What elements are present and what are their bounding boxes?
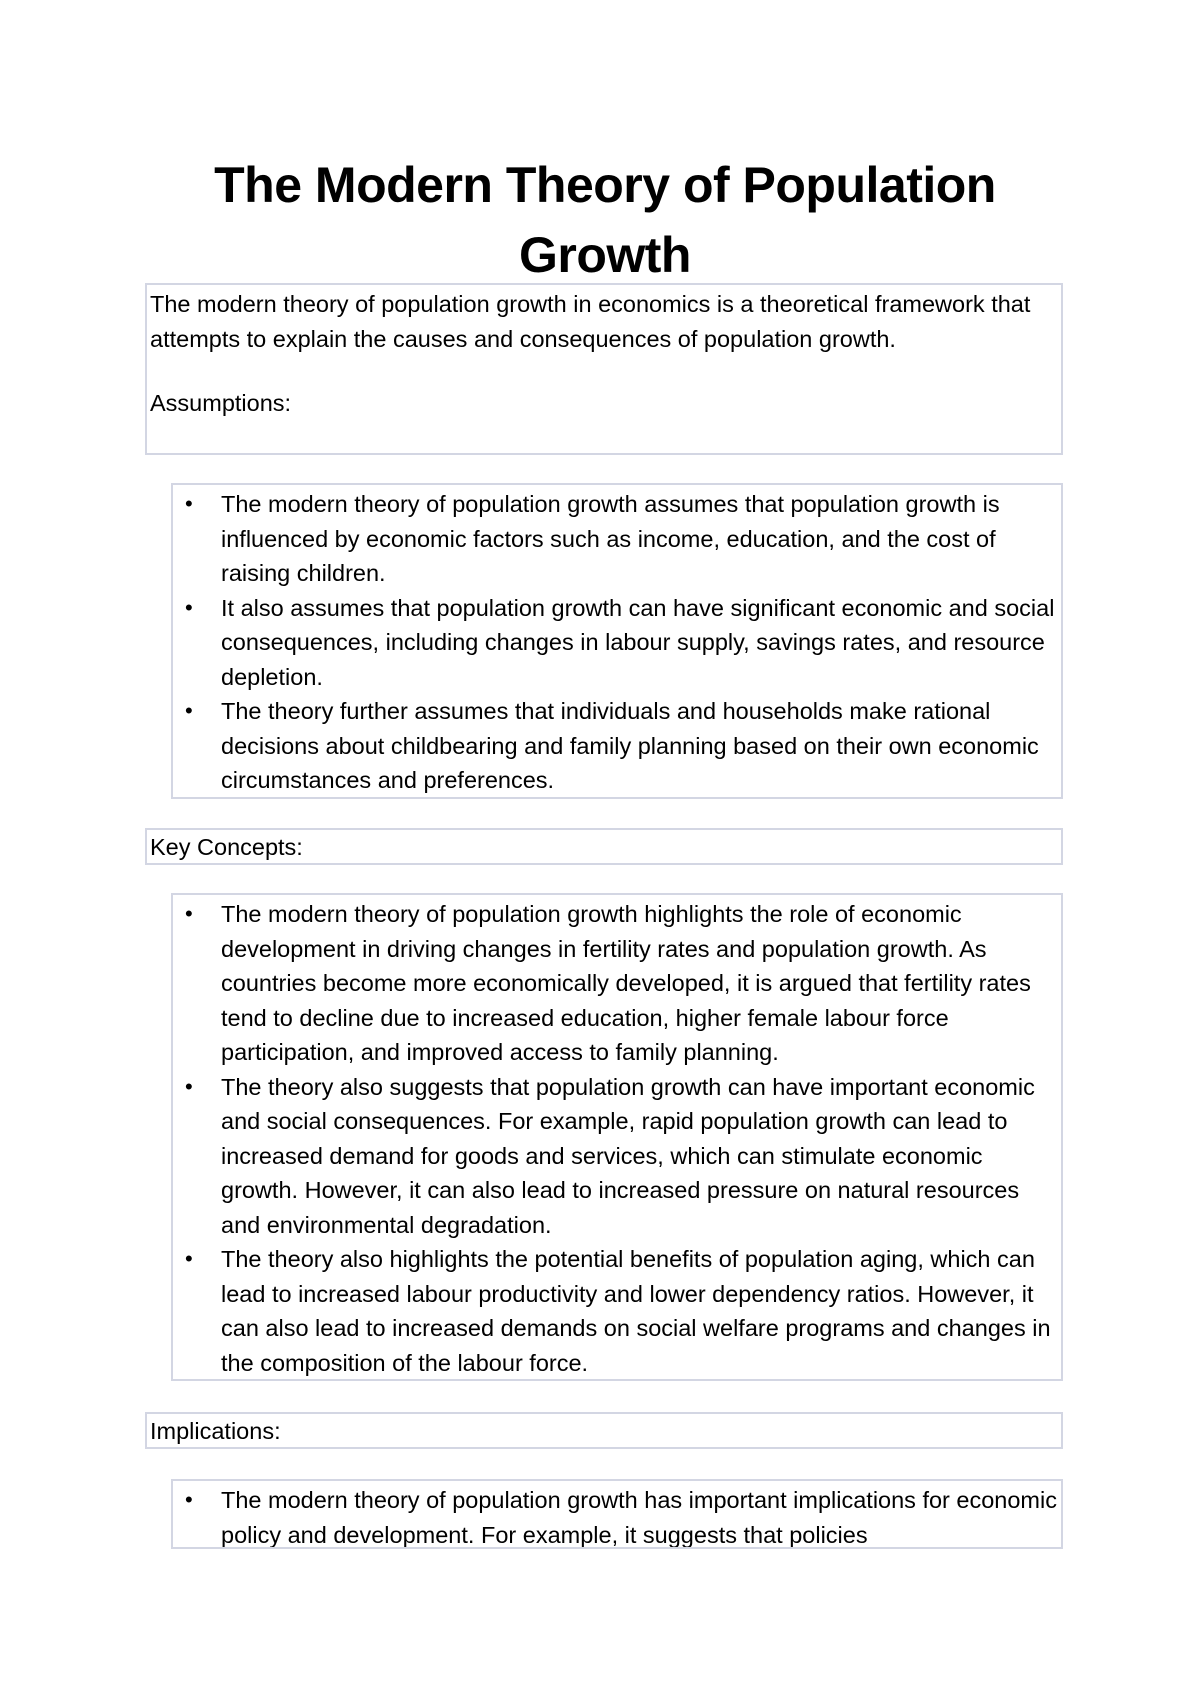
list-item-text: It also assumes that population growth can have significant economic and social consequences, including changes in labour supply, savings rates, and resource depletion. <box>221 594 1055 690</box>
list-item-text: The theory further assumes that individuals and households make rational decisions about childbearing and family planning based on their own economic circumstances and preferences. <box>221 698 1039 793</box>
assumptions-list <box>173 487 1057 798</box>
bullet-icon: • <box>185 698 193 723</box>
bullet-icon: • <box>185 594 193 620</box>
list-item <box>173 897 1057 1070</box>
list-item <box>173 591 1057 695</box>
list-item <box>173 1070 1057 1243</box>
bullet-icon: • <box>185 1073 193 1099</box>
bullet-icon: • <box>185 1246 193 1271</box>
list-item-text: The modern theory of population growth assumes that population growth is influenced by economic factors such as income, education, and the cost of raising children. <box>221 491 1000 586</box>
implications-list <box>173 1483 1057 1549</box>
list-item-text: The modern theory of population growth has important implications for economic policy and development. For example, it suggests that policies <box>221 1487 1057 1548</box>
implications-list-box <box>171 1479 1063 1549</box>
list-item-text: The theory also suggests that population growth can have important economic and social consequences. For example, rapid population growth can lead to increased demand for goods and services, which can stimulate economic growth. However, it can also lead to increased pressure on natural resources and environmental degradation. <box>221 1073 1035 1238</box>
list-item <box>173 1242 1057 1380</box>
intro-paragraph: The modern theory of population growth in economics is a theoretical framework that attempts to explain the causes and consequences of population growth. <box>150 291 1031 352</box>
implications-heading: Implications: <box>150 1418 281 1444</box>
assumptions-heading: Assumptions: <box>150 390 292 416</box>
bullet-icon: • <box>185 1487 193 1512</box>
list-item-text: The modern theory of population growth highlights the role of economic development in driving changes in fertility rates and population growth. As countries become more economically developed, it is argued that fertility rates tend to decline due to increased education, higher female labour force participation, and improved access to family planning. <box>221 901 1031 1065</box>
bullet-icon: • <box>185 491 193 516</box>
document-title: The Modern Theory of Population Growth <box>214 157 996 283</box>
intro-box <box>145 283 1063 455</box>
implications-heading-box <box>145 1412 1063 1449</box>
list-item <box>173 694 1057 798</box>
assumptions-list-box <box>171 483 1063 799</box>
bullet-icon: • <box>185 901 193 926</box>
key-concepts-heading: Key Concepts: <box>150 834 303 860</box>
list-item <box>173 1483 1057 1549</box>
list-item <box>173 487 1057 591</box>
paragraph-spacer <box>150 356 1061 386</box>
key-concepts-heading-box <box>145 828 1063 865</box>
list-item-text: The theory also highlights the potential benefits of population aging, which can lead to increased labour productivity and lower dependency ratios. However, it can also lead to increased demands on social welfare programs and changes in the composition of the labour force. <box>221 1246 1051 1376</box>
key-concepts-list-box <box>171 893 1063 1381</box>
key-concepts-list <box>173 897 1057 1380</box>
